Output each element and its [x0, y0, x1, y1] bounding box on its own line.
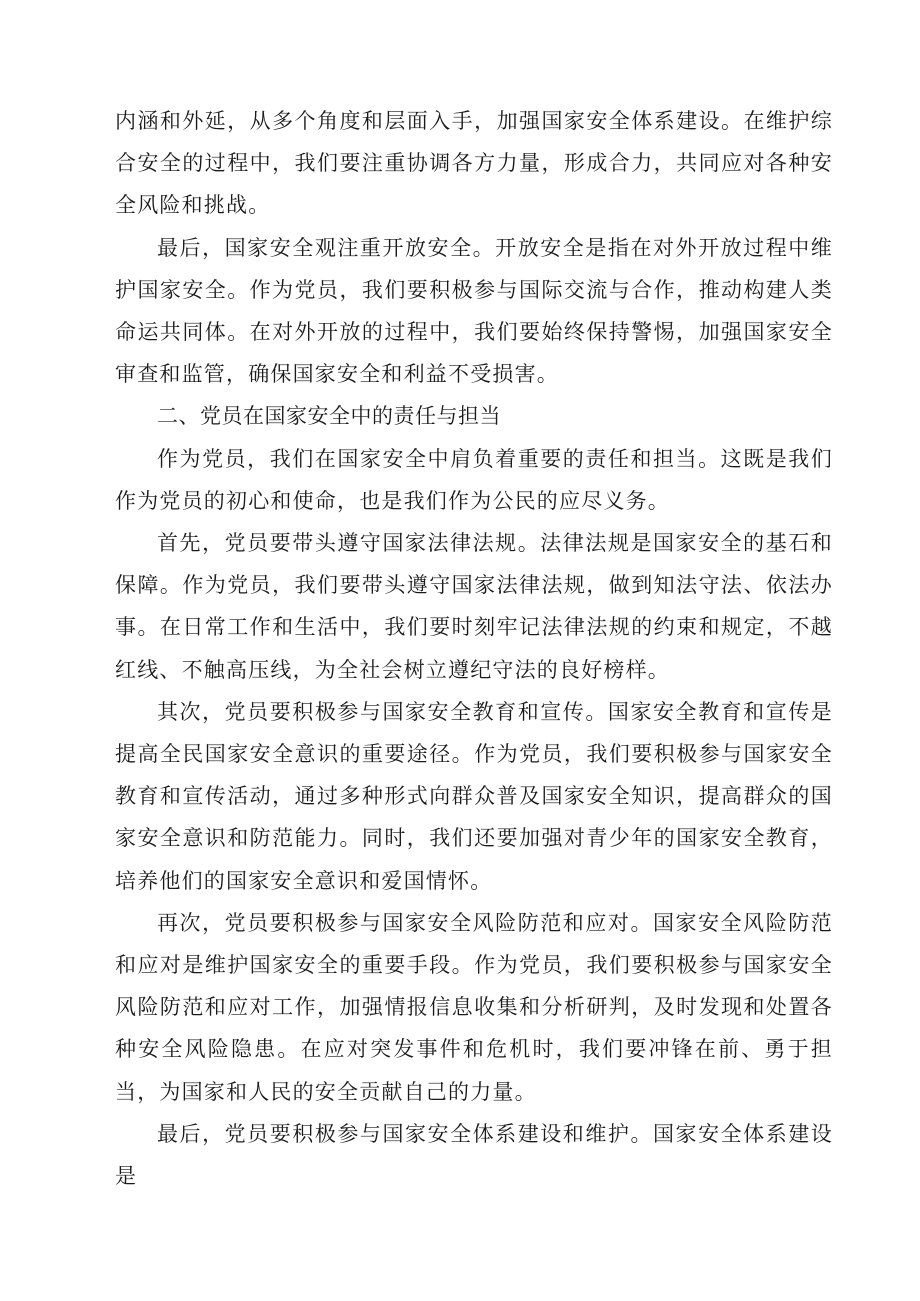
section-heading: 二、党员在国家安全中的责任与担当	[157, 404, 501, 429]
paragraph-open-security: 最后，国家安全观注重开放安全。开放安全是指在对外开放过程中维护国家安全。作为党员，我们要积极参与国际交流与合作，推动构建人类命运共同体。在对外开放的过程中，我们要始终保持警惕，加强国家安全审查和监管，确保国家安全和利益不受损害。	[115, 235, 833, 387]
paragraph-comprehensive-security-continued: 内涵和外延，从多个角度和层面入手，加强国家安全体系建设。在维护综合安全的过程中，我们要注重协调各方力量，形成合力，共同应对各种安全风险和挑战。	[115, 109, 833, 218]
paragraph-obey-laws: 首先，党员要带头遵守国家法律法规。法律法规是国家安全的基石和保障。作为党员，我们要带头遵守国家法律法规，做到知法守法、依法办事。在日常工作和生活中，我们要时刻牢记法律法规的约束和规定，不越红线、不触高压线，为全社会树立遵纪守法的良好榜样。	[115, 531, 833, 682]
document-body	[115, 100, 833, 1197]
paragraph-risk-prevention: 再次，党员要积极参与国家安全风险防范和应对。国家安全风险防范和应对是维护国家安全的重要手段。作为党员，我们要积极参与国家安全风险防范和应对工作，加强情报信息收集和分析研判，及时发现和处置各种安全风险隐患。在应对突发事件和危机时，我们要冲锋在前、勇于担当，为国家和人民的安全贡献自己的力量。	[115, 910, 833, 1104]
paragraph-responsibility-intro: 作为党员，我们在国家安全中肩负着重要的责任和担当。这既是我们作为党员的初心和使命，也是我们作为公民的应尽义务。	[115, 446, 833, 513]
paragraph-security-education: 其次，党员要积极参与国家安全教育和宣传。国家安全教育和宣传是提高全民国家安全意识的重要途径。作为党员，我们要积极参与国家安全教育和宣传活动，通过多种形式向群众普及国家安全知识，提高群众的国家安全意识和防范能力。同时，我们还要加强对青少年的国家安全教育，培养他们的国家安全意识和爱国情怀。	[115, 699, 833, 893]
paragraph-system-building: 最后，党员要积极参与国家安全体系建设和维护。国家安全体系建设是	[115, 1121, 833, 1189]
